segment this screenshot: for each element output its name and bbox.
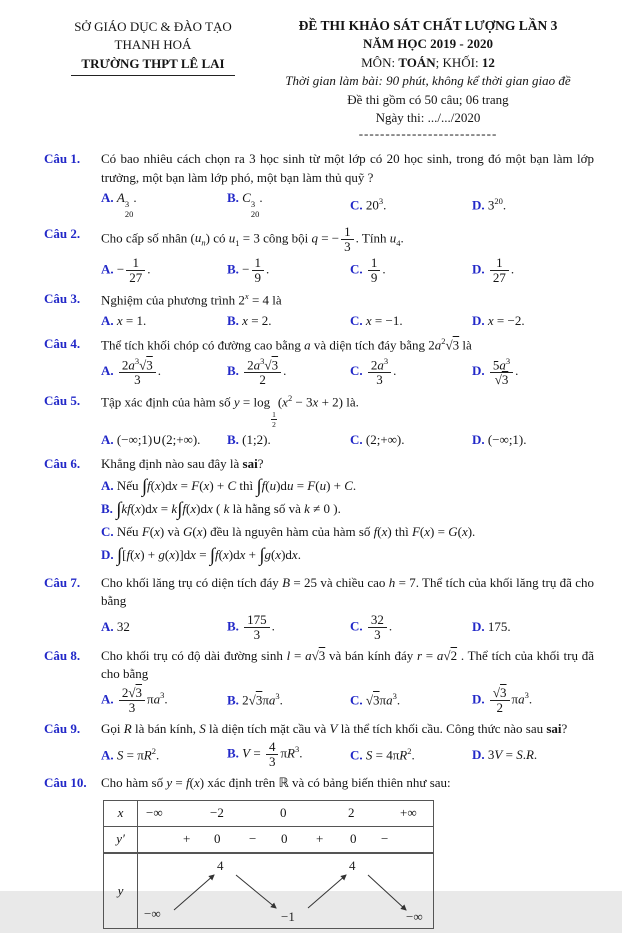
question-label: Câu 2.	[44, 225, 81, 241]
option-letter: D.	[472, 691, 485, 707]
question-9	[44, 720, 594, 770]
options	[101, 357, 594, 387]
option-D: D. 3V = S.R.	[472, 746, 538, 762]
option-C: C. $\frac{2a^3}{3}$ .	[350, 356, 397, 388]
option-letter: C.	[350, 747, 363, 763]
exam-year: NĂM HỌC 2019 - 2020	[363, 36, 493, 52]
options	[101, 740, 594, 769]
question-label: Câu 1.	[44, 151, 81, 167]
option-letter: D.	[472, 746, 485, 762]
option-D: D. $3^{20}$.	[472, 195, 507, 213]
option-C: C. $20^3$.	[350, 195, 387, 213]
option-letter: D.	[472, 363, 485, 379]
options	[101, 312, 594, 330]
option-D: D. $\frac{5a^3}{√3}$ .	[472, 356, 519, 388]
question-label: Câu 6.	[44, 455, 81, 471]
option-letter: C.	[350, 692, 363, 708]
options	[101, 477, 594, 564]
option-C: C. $\frac{32}{3}$ .	[350, 611, 393, 642]
option-letter: D.	[472, 197, 485, 213]
question-8	[44, 647, 594, 715]
options	[101, 189, 594, 220]
question-label: Câu 3.	[44, 290, 81, 306]
school-name: TRƯỜNG THPT LÊ LAI	[71, 55, 234, 76]
bbt-x-neg-inf: −∞	[146, 805, 163, 821]
question-7	[44, 574, 594, 642]
header-left	[44, 16, 262, 76]
bbt-yprime-values	[138, 827, 433, 854]
option-D: D. $\frac{√3}{2}$ $\pi a^3$.	[472, 684, 533, 715]
option-letter: A.	[101, 747, 114, 763]
option-C: C. $S = 4\pi R^2$.	[350, 745, 415, 763]
question-label: Câu 8.	[44, 647, 81, 663]
option-B: B. V = $\frac{4}{3}$ $\pi R^3$.	[227, 739, 303, 770]
option-A: A. Nếu ∫f(x)dx = F(x) + C thì ∫f(u)du = F(u) + C.	[101, 476, 357, 498]
option-letter: B.	[227, 363, 239, 379]
bbt-sign: +	[316, 831, 324, 847]
option-B: B. C 3 20 .	[227, 190, 263, 220]
option-letter: B.	[227, 190, 239, 206]
question-text: Cho hàm số y = f(x) xác định trên ℝ và có bảng biến thiên như sau:	[101, 775, 451, 791]
bbt-sign: 0	[281, 831, 288, 847]
bbt-x-pos-inf: +∞	[400, 805, 417, 821]
question-5	[44, 392, 594, 450]
bbt-y-end: −∞	[406, 908, 423, 924]
option-A: A. − $\frac{1}{27}$ .	[101, 254, 151, 285]
options	[101, 613, 594, 642]
bbt-x-0: 0	[280, 805, 287, 821]
option-A: A. x = 1.	[101, 312, 147, 328]
question-label: Câu 7.	[44, 574, 81, 590]
question-label: Câu 10.	[44, 775, 87, 791]
option-letter: A.	[101, 432, 114, 448]
question-text: Gọi R là bán kính, S là diện tích mặt cầu và V là thể tích khối cầu. Công thức nào sau sai?	[101, 720, 568, 736]
bbt-y-start: −∞	[144, 905, 161, 921]
option-B: B. $\frac{175}{3}$ .	[227, 611, 275, 642]
option-letter: B.	[227, 618, 239, 634]
option-letter: C.	[350, 261, 363, 277]
bbt-x-2: 2	[348, 805, 355, 821]
exam-header	[44, 16, 594, 140]
bbt-sign: 0	[350, 831, 357, 847]
option-D: D. (−∞;1).	[472, 432, 527, 448]
option-B: B. − $\frac{1}{9}$ .	[227, 254, 270, 285]
option-C: C. $√3\pi a^3$.	[350, 691, 401, 708]
option-letter: D.	[472, 261, 485, 277]
question-label: Câu 4.	[44, 336, 81, 352]
option-letter: A.	[101, 261, 114, 277]
option-B: B. (1;2).	[227, 432, 271, 448]
exam-page-count: Đề thi gồm có 50 câu; 06 trang	[347, 91, 509, 107]
option-letter: B.	[227, 312, 239, 328]
bbt-sign: +	[183, 831, 191, 847]
option-A: A. 32	[101, 619, 130, 635]
exam-duration: Thời gian làm bài: 90 phút, không kể thời gian giao đề	[285, 73, 571, 89]
option-B: B. ∫kf(x)dx = k∫f(x)dx ( k là hằng số và k ≠ 0 ).	[101, 499, 341, 521]
header-right	[262, 16, 594, 140]
question-2	[44, 225, 594, 285]
question-4	[44, 335, 594, 387]
question-text: Thể tích khối chóp có đường cao bằng a và diện tích đáy bằng $2a^2√3$ là	[101, 336, 472, 353]
option-A: A. A 3 20 .	[101, 190, 137, 220]
variation-table	[103, 800, 434, 929]
bbt-x-header: x	[104, 801, 138, 827]
bbt-x-values	[138, 801, 433, 827]
option-letter: B.	[227, 745, 239, 761]
option-letter: C.	[350, 312, 363, 328]
question-1	[44, 150, 594, 219]
exam-date: Ngày thi: .../.../2020	[375, 109, 481, 125]
exam-subject: MÔN: TOÁN; KHỐI: 12	[361, 54, 495, 70]
option-letter: A.	[101, 691, 114, 707]
arrow-down-icon	[368, 875, 406, 910]
arrow-down-icon	[236, 875, 276, 908]
question-label: Câu 5.	[44, 393, 81, 409]
option-letter: D.	[101, 546, 114, 562]
options	[101, 431, 594, 449]
option-letter: A.	[101, 619, 114, 635]
question-10-table-row	[44, 796, 594, 929]
option-A: A. $\frac{2a^3√3}{3}$ .	[101, 356, 162, 388]
options	[101, 256, 594, 285]
option-C: C. $\frac{1}{9}$ .	[350, 254, 386, 285]
question-text: Nghiệm của phương trình $2^x = 4$ là	[101, 290, 282, 308]
table-indent	[44, 796, 101, 929]
bbt-x-m2: −2	[210, 805, 224, 821]
option-letter: C.	[350, 197, 363, 213]
bbt-sign: −	[249, 831, 257, 847]
option-A: A. $\frac{2√3}{3}$ $\pi a^3$.	[101, 684, 168, 715]
option-letter: A.	[101, 478, 114, 494]
option-D: D. ∫[f(x) + g(x)]dx = ∫f(x)dx + ∫g(x)dx.	[101, 544, 301, 566]
option-letter: D.	[472, 312, 485, 328]
bbt-y-header: y	[104, 854, 138, 928]
exam-title: ĐỀ THI KHẢO SÁT CHẤT LƯỢNG LẦN 3	[298, 18, 558, 33]
option-D: D. x = −2.	[472, 312, 525, 328]
separator-dashes: --------------------------	[358, 126, 498, 142]
option-letter: C.	[350, 618, 363, 634]
arrow-up-icon	[174, 875, 214, 910]
option-letter: C.	[350, 363, 363, 379]
option-letter: D.	[472, 432, 485, 448]
question-text: Cho cấp số nhân $(u_n)$ có $u_1 = 3$ công bội q = − $\frac{1}{3}$ . Tính $u_4$.	[101, 223, 404, 254]
option-D: D. 175.	[472, 619, 511, 635]
question-text: Cho khối trụ có độ dài đường sinh l = a√3 và bán kính đáy r = a√2 . Thể tích của khối trụ đã cho bằng	[101, 647, 594, 682]
department-name: SỞ GIÁO DỤC & ĐÀO TẠO	[74, 19, 232, 34]
question-text: Có bao nhiêu cách chọn ra 3 học sinh từ một lớp có 20 học sinh, trong đó một bạn làm lớp trưởng, một bạn làm lớp phó, một bạn làm thủ quỹ ?	[101, 151, 594, 185]
bbt-y-max2: 4	[349, 857, 356, 873]
question-text: Tập xác định của hàm số y = log $\frac{1}{2}$ $(x^2 - 3x + 2)$ là.	[101, 393, 359, 430]
bbt-sign: 0	[214, 831, 221, 847]
question-label: Câu 9.	[44, 720, 81, 736]
option-letter: A.	[101, 312, 114, 328]
option-letter: B.	[101, 501, 113, 517]
option-A: A. (−∞;1)∪(2;+∞).	[101, 432, 201, 448]
option-letter: B.	[227, 692, 239, 708]
option-C: C. Nếu F(x) và G(x) đều là nguyên hàm của hàm số f(x) thì F(x) = G(x).	[101, 524, 476, 540]
bbt-y-diagram	[138, 854, 433, 928]
option-C: C. x = −1.	[350, 312, 403, 328]
variation-arrows	[138, 854, 433, 928]
question-text: Cho khối lăng trụ có diện tích đáy B = 25 và chiều cao h = 7. Thể tích của khối lăng trụ đã cho bằng	[101, 574, 594, 609]
bbt-y-min: −1	[281, 908, 295, 924]
option-letter: D.	[472, 619, 485, 635]
option-C: C. (2;+∞).	[350, 432, 405, 448]
option-B: B. x = 2.	[227, 312, 272, 328]
arrow-up-icon	[308, 875, 346, 908]
bbt-sign: −	[381, 831, 389, 847]
option-letter: B.	[227, 432, 239, 448]
question-3	[44, 290, 594, 330]
question-text: Khẳng định nào sau đây là sai?	[101, 455, 264, 471]
option-letter: C.	[101, 524, 114, 540]
question-10	[44, 774, 594, 792]
province-name: THANH HOÁ	[114, 37, 192, 53]
option-B: B. $\frac{2a^3√3}{2}$ .	[227, 356, 287, 388]
bbt-y-max1: 4	[217, 857, 224, 873]
option-A: A. $S = \pi R^2$.	[101, 745, 160, 763]
bbt-yprime-header: y′	[104, 827, 138, 854]
option-letter: B.	[227, 261, 239, 277]
option-letter: C.	[350, 432, 363, 448]
option-letter: A.	[101, 363, 114, 379]
question-6	[44, 455, 594, 569]
options	[101, 686, 594, 715]
option-B: B. $2√3\pi a^3$.	[227, 691, 283, 708]
option-letter: A.	[101, 190, 114, 206]
option-D: D. $\frac{1}{27}$ .	[472, 254, 515, 285]
questions	[44, 150, 594, 792]
